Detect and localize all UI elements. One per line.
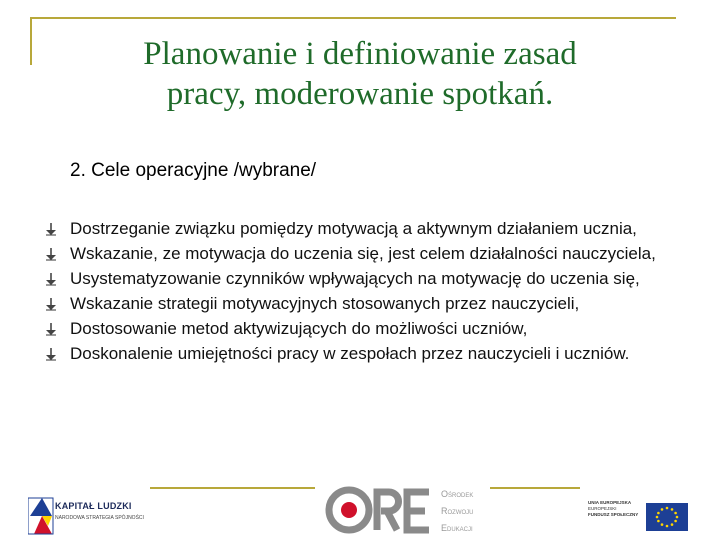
- bullet-item: [45, 295, 685, 313]
- bullet-item: [45, 220, 685, 238]
- ore-logo: [325, 484, 435, 536]
- arrow-down-bullet-icon: [45, 323, 57, 336]
- title-line-1: Planowanie i definiowanie zasad: [143, 36, 577, 72]
- bullet-item: [45, 345, 685, 363]
- ue-line-2: EUROPEJSKI: [588, 506, 617, 511]
- ue-line-3: FUNDUSZ SPOŁECZNY: [588, 512, 639, 517]
- bullet-text: Dostosowanie metod aktywizujących do możliwości uczniów,: [70, 319, 528, 338]
- arrow-down-bullet-icon: [45, 223, 57, 236]
- frame-left-line: [30, 17, 32, 65]
- bullet-text: Wskazanie strategii motywacyjnych stosowanych przez nauczycieli,: [70, 294, 580, 313]
- bullet-item: [45, 320, 685, 338]
- arrow-down-bullet-icon: [45, 273, 57, 286]
- ore-words: [441, 486, 474, 537]
- frame-top-line: [30, 17, 676, 19]
- ore-word-2: Rozwoju: [441, 506, 474, 516]
- kapital-ludzki-title: KAPITAŁ LUDZKI: [55, 501, 132, 511]
- title-line-2: pracy, moderowanie spotkań.: [166, 76, 554, 112]
- footer-line-right: [490, 487, 580, 489]
- slide-title: [60, 34, 660, 114]
- bullet-text: Usystematyzowanie czynników wpływających na motywację do uczenia się,: [70, 269, 640, 288]
- subtitle-bold: 2. Cele operacyjne: [70, 160, 229, 181]
- bullet-item: [45, 270, 685, 288]
- arrow-down-bullet-icon: [45, 348, 57, 361]
- arrow-down-bullet-icon: [45, 248, 57, 261]
- footer-line-left: [150, 487, 315, 489]
- arrow-down-bullet-icon: [45, 298, 57, 311]
- slide-subtitle: [70, 160, 316, 182]
- eu-flag-icon: [646, 503, 688, 531]
- ore-word-3: Edukacji: [441, 523, 473, 533]
- ore-word-1: Ośrodek: [441, 489, 474, 499]
- ue-line-1: UNIA EUROPEJSKA: [588, 500, 632, 505]
- bullet-text: Dostrzeganie związku pomiędzy motywacją a aktywnym działaniem ucznia,: [70, 219, 637, 238]
- bullet-text: Doskonalenie umiejętności pracy w zespołach przez nauczycieli i uczniów.: [70, 344, 630, 363]
- subtitle-rest: /wybrane/: [228, 160, 317, 181]
- kapital-ludzki-subtitle: NARODOWA STRATEGIA SPÓJNOŚCI: [55, 515, 144, 521]
- bullet-item: [45, 245, 685, 263]
- ue-text: [588, 500, 638, 518]
- bullet-text: Wskazanie, ze motywacja do uczenia się, jest celem działalności nauczyciela,: [70, 244, 656, 263]
- bullet-list: [45, 220, 685, 370]
